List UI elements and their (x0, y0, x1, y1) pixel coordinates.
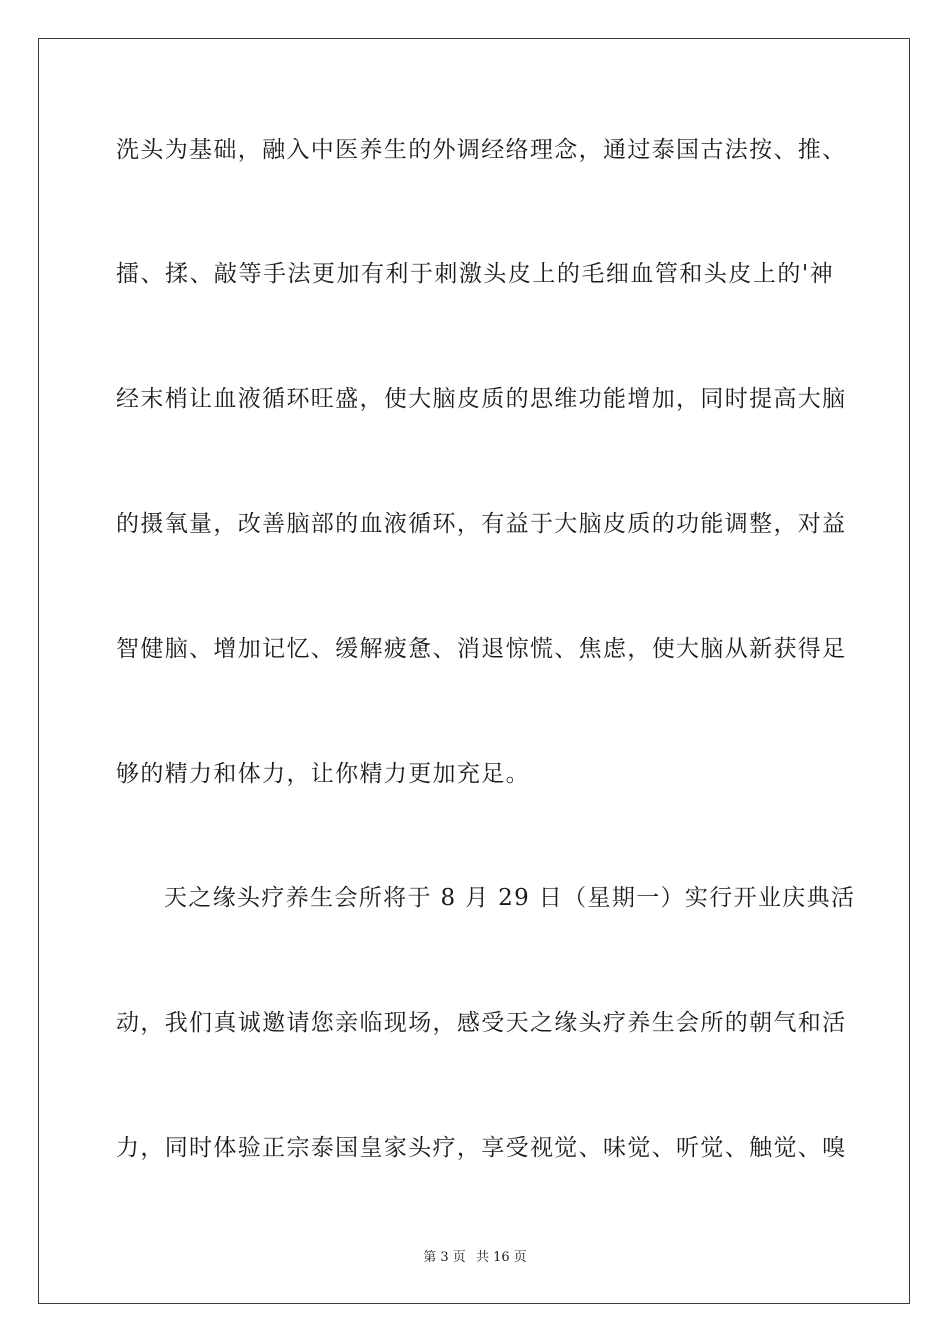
text-line: 的摄氧量，改善脑部的血液循环，有益于大脑皮质的功能调整，对益 (116, 511, 847, 537)
page-number: 第 3 页 (423, 1250, 466, 1265)
page-border (38, 38, 910, 1304)
text-line: 力，同时体验正宗泰国皇家头疗，享受视觉、味觉、听觉、触觉、嗅 (116, 1135, 847, 1161)
total-pages: 共 16 页 (475, 1250, 527, 1265)
text-line: 天之缘头疗养生会所将于 8 月 29 日（星期一）实行开业庆典活 (164, 885, 856, 911)
text-line: 经末梢让血液循环旺盛，使大脑皮质的思维功能增加，同时提高大脑 (116, 386, 847, 412)
text-line: 擂、揉、敲等手法更加有利于刺激头皮上的毛细血管和头皮上的'神 (116, 261, 834, 287)
page-footer (0, 1246, 950, 1265)
text-line: 洗头为基础，融入中医养生的外调经络理念，通过泰国古法按、推、 (116, 137, 847, 163)
text-line: 动，我们真诚邀请您亲临现场，感受天之缘头疗养生会所的朝气和活 (116, 1010, 847, 1036)
text-line: 够的精力和体力，让你精力更加充足。 (116, 761, 530, 787)
text-line: 智健脑、增加记忆、缓解疲惫、消退惊慌、焦虑，使大脑从新获得足 (116, 636, 847, 662)
